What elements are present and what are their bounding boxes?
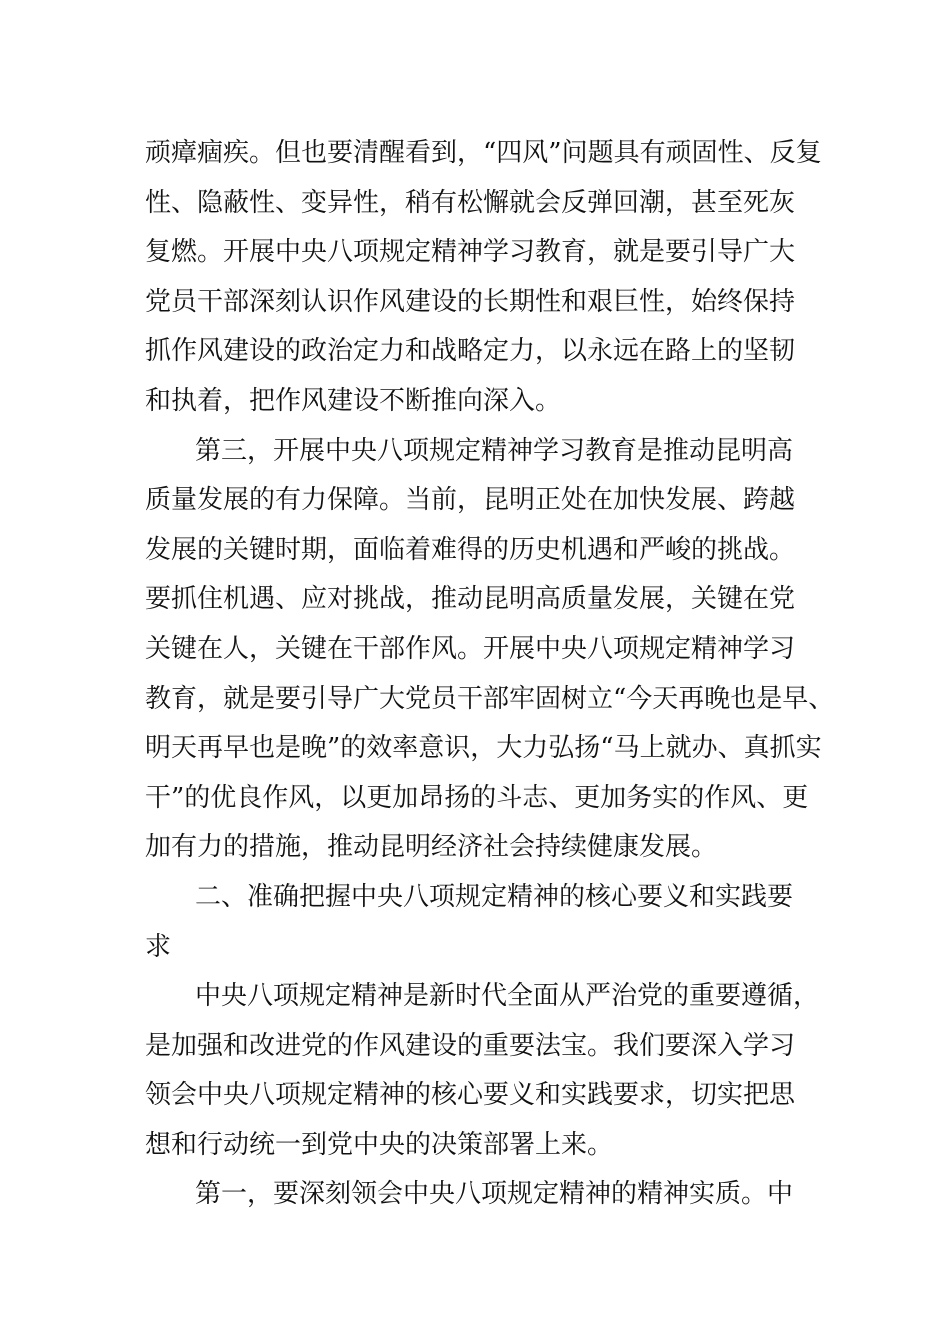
- text-line: 干”的优良作风，以更加昂扬的斗志、更加务实的作风、更: [145, 782, 809, 813]
- text-line: 抓作风建设的政治定力和战略定力，以永远在路上的坚韧: [145, 336, 796, 367]
- text-line: 顽瘴痼疾。但也要清醒看到，“四风”问题具有顽固性、反复: [145, 138, 822, 168]
- text-line: 质量发展的有力保障。当前，昆明正处在加快发展、跨越: [145, 485, 796, 516]
- text-line: 发展的关键时期，面临着难得的历史机遇和严峻的挑战。: [145, 534, 796, 565]
- document-body: [145, 129, 835, 1220]
- text-line: 明天再早也是晚”的效率意识，大力弘扬“马上就办、真抓实: [145, 733, 822, 764]
- paragraph-start-line: 第三，开展中央八项规定精神学习教育是推动昆明高: [195, 435, 794, 466]
- section-heading-line: 求: [145, 931, 172, 962]
- paragraph-start-line: 第一，要深刻领会中央八项规定精神的精神实质。中: [195, 1179, 794, 1210]
- text-line: 关键在人，关键在干部作风。开展中央八项规定精神学习: [145, 633, 796, 664]
- paragraph-start-line: 中央八项规定精神是新时代全面从严治党的重要遵循，: [195, 981, 820, 1012]
- text-line: 领会中央八项规定精神的核心要义和实践要求，切实把思: [145, 1080, 796, 1111]
- text-line: 是加强和改进党的作风建设的重要法宝。我们要深入学习: [145, 1030, 796, 1061]
- text-line: 复燃。开展中央八项规定精神学习教育，就是要引导广大: [145, 237, 796, 268]
- text-line: 和执着，把作风建设不断推向深入。: [145, 385, 562, 416]
- text-line: 要抓住机遇、应对挑战，推动昆明高质量发展，关键在党: [145, 584, 796, 615]
- section-heading-line: 二、准确把握中央八项规定精神的核心要义和实践要: [195, 881, 794, 912]
- text-line: 想和行动统一到党中央的决策部署上来。: [145, 1129, 614, 1160]
- text-line: 性、隐蔽性、变异性，稍有松懈就会反弹回潮，甚至死灰: [145, 187, 796, 218]
- text-line: 党员干部深刻认识作风建设的长期性和艰巨性，始终保持: [145, 286, 796, 317]
- text-line: 教育，就是要引导广大党员干部牢固树立“今天再晚也是早、: [145, 683, 835, 714]
- text-line: 加有力的措施，推动昆明经济社会持续健康发展。: [145, 832, 718, 863]
